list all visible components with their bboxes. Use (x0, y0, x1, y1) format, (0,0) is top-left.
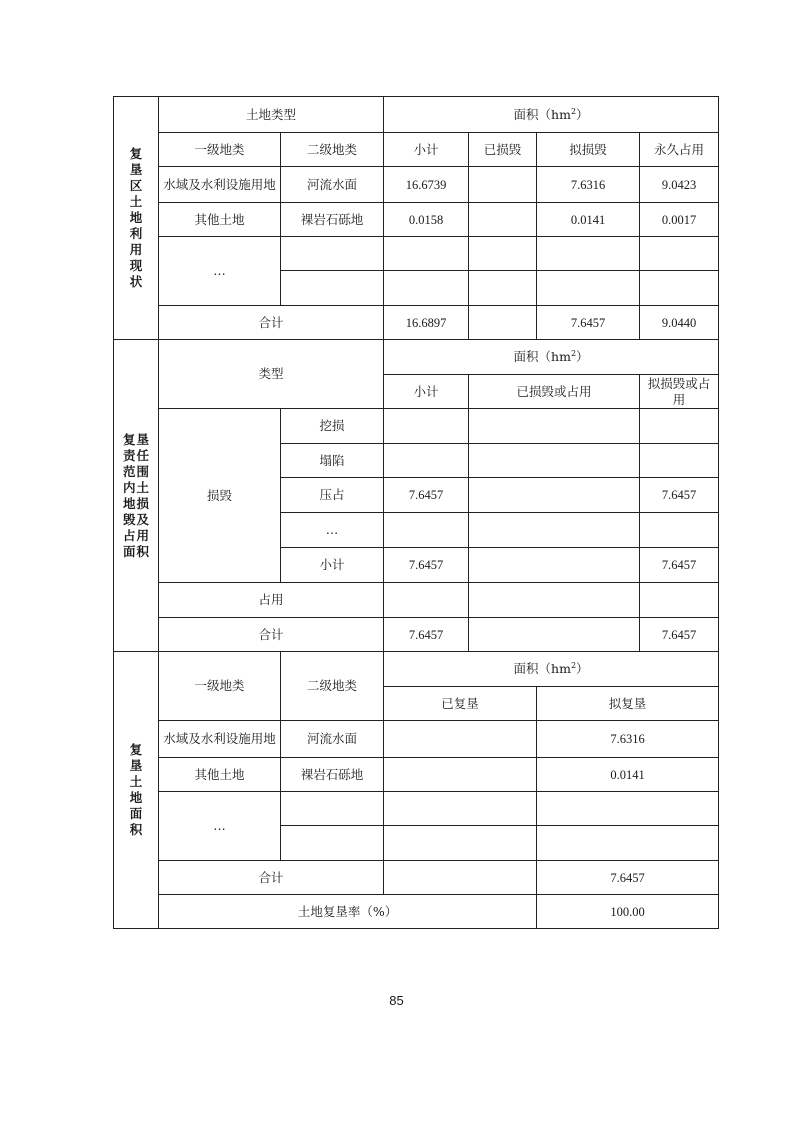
s2-row4-damaged (469, 513, 640, 548)
s1-empty-cell (537, 237, 640, 271)
s1-row2-permanent: 0.0017 (640, 203, 719, 237)
s2-row3-planned: 7.6457 (640, 478, 719, 513)
s2-total-damaged (469, 618, 640, 652)
s2-row4-planned (640, 513, 719, 548)
s1-total-label: 合计 (159, 306, 384, 340)
s1-empty-cell (384, 271, 469, 306)
s2-total-label: 合计 (159, 618, 384, 652)
s2-planned-header: 拟损毁或占用 (640, 375, 719, 409)
s1-permanent-header: 永久占用 (640, 133, 719, 167)
s1-ellipsis: … (159, 237, 281, 306)
s3-row1-done (384, 721, 537, 758)
s1-level2-header: 二级地类 (281, 133, 384, 167)
s1-row2-damaged (469, 203, 537, 237)
s1-empty-cell (537, 271, 640, 306)
table-row (114, 409, 719, 444)
table-row (114, 618, 719, 652)
s1-total-planned: 7.6457 (537, 306, 640, 340)
s3-empty-cell (537, 792, 719, 826)
s3-row1-planned: 7.6316 (537, 721, 719, 758)
s1-row2-subtotal: 0.0158 (384, 203, 469, 237)
s1-land-type-header: 土地类型 (159, 97, 384, 133)
s3-row1-level2: 河流水面 (281, 721, 384, 758)
s1-row1-subtotal: 16.6739 (384, 167, 469, 203)
s1-subtotal-header: 小计 (384, 133, 469, 167)
s2-area-header: 面积$(hm^2)$ (384, 340, 719, 375)
s1-empty-cell (384, 237, 469, 271)
s1-row1-level1: 水域及水利设施用地 (159, 167, 281, 203)
s1-total-permanent: 9.0440 (640, 306, 719, 340)
s3-ellipsis: … (159, 792, 281, 861)
s2-row1-subtotal (384, 409, 469, 444)
s1-damaged-header: 已损毁 (469, 133, 537, 167)
s3-total-planned: 7.6457 (537, 861, 719, 895)
s2-row2-damaged (469, 444, 640, 478)
s1-row1-planned: 7.6316 (537, 167, 640, 203)
s1-empty-cell (469, 237, 537, 271)
s1-area-header: 面积$(hm^2)$ (384, 97, 719, 133)
s2-subtotal-header: 小计 (384, 375, 469, 409)
s2-row1-damaged (469, 409, 640, 444)
section2-side-col1: 复 责 范 内 地 毁 占 面 (122, 431, 136, 559)
table-row (114, 861, 719, 895)
s1-row2-planned: 0.0141 (537, 203, 640, 237)
s3-empty-cell (281, 826, 384, 861)
table-row (114, 583, 719, 618)
section2-side-label (114, 340, 159, 652)
s2-total-planned: 7.6457 (640, 618, 719, 652)
s3-row2-done (384, 758, 537, 792)
s1-empty-cell (469, 271, 537, 306)
s3-row2-level1: 其他土地 (159, 758, 281, 792)
s2-row2-subtotal (384, 444, 469, 478)
s3-empty-cell (384, 826, 537, 861)
section2-side-col2: 垦 任 围 土 损 及 用 积 (136, 431, 150, 559)
s1-total-damaged (469, 306, 537, 340)
table-row (114, 167, 719, 203)
s3-empty-cell (537, 826, 719, 861)
table-row (114, 203, 719, 237)
s2-row3-label: 压占 (281, 478, 384, 513)
s1-empty-cell (640, 237, 719, 271)
s1-row1-level2: 河流水面 (281, 167, 384, 203)
s2-damage-label: 损毁 (159, 409, 281, 583)
s2-row5-label: 小计 (281, 548, 384, 583)
s3-empty-cell (281, 792, 384, 826)
s2-row5-subtotal: 7.6457 (384, 548, 469, 583)
s3-empty-cell (384, 792, 537, 826)
table-row (114, 758, 719, 792)
s1-empty-cell (640, 271, 719, 306)
s1-row1-damaged (469, 167, 537, 203)
s1-row2-level2: 裸岩石砾地 (281, 203, 384, 237)
s1-empty-cell (281, 237, 384, 271)
section3-side-label: 复 垦 土 地 面 积 (114, 652, 159, 929)
s2-damaged-header: 已损毁或占用 (469, 375, 640, 409)
s2-row2-label: 塌陷 (281, 444, 384, 478)
s2-row2-planned (640, 444, 719, 478)
s2-row3-damaged (469, 478, 640, 513)
land-reclamation-table (113, 96, 719, 929)
s2-row1-label: 挖损 (281, 409, 384, 444)
table-row (114, 895, 719, 929)
s1-row2-level1: 其他土地 (159, 203, 281, 237)
s2-occupy-label: 占用 (159, 583, 384, 618)
s1-row1-permanent: 9.0423 (640, 167, 719, 203)
s1-empty-cell (281, 271, 384, 306)
s2-row5-planned: 7.6457 (640, 548, 719, 583)
table-row (114, 306, 719, 340)
table-row (114, 721, 719, 758)
s3-rate-label: 土地复垦率（%） (159, 895, 537, 929)
s1-level1-header: 一级地类 (159, 133, 281, 167)
s3-total-done (384, 861, 537, 895)
s2-type-header: 类型 (159, 340, 384, 409)
s3-rate-value: 100.00 (537, 895, 719, 929)
s3-row2-level2: 裸岩石砾地 (281, 758, 384, 792)
s3-row1-level1: 水域及水利设施用地 (159, 721, 281, 758)
s2-occupy-subtotal (384, 583, 469, 618)
s2-occupy-damaged (469, 583, 640, 618)
s2-occupy-planned (640, 583, 719, 618)
s3-level2-header: 二级地类 (281, 652, 384, 721)
s2-row1-planned (640, 409, 719, 444)
s3-row2-planned: 0.0141 (537, 758, 719, 792)
s1-planned-header: 拟损毁 (537, 133, 640, 167)
s2-row4-subtotal (384, 513, 469, 548)
s3-level1-header: 一级地类 (159, 652, 281, 721)
page-number: 85 (389, 993, 404, 1008)
s2-row3-subtotal: 7.6457 (384, 478, 469, 513)
s3-area-header: 面积$(hm^2)$ (384, 652, 719, 687)
s3-done-header: 已复垦 (384, 687, 537, 721)
s2-total-subtotal: 7.6457 (384, 618, 469, 652)
s1-total-subtotal: 16.6897 (384, 306, 469, 340)
section1-side-label: 复 垦 区 土 地 利 用 现 状 (114, 97, 159, 340)
s3-total-label: 合计 (159, 861, 384, 895)
s2-row4-label: … (281, 513, 384, 548)
s3-planned-header: 拟复垦 (537, 687, 719, 721)
s2-row5-damaged (469, 548, 640, 583)
